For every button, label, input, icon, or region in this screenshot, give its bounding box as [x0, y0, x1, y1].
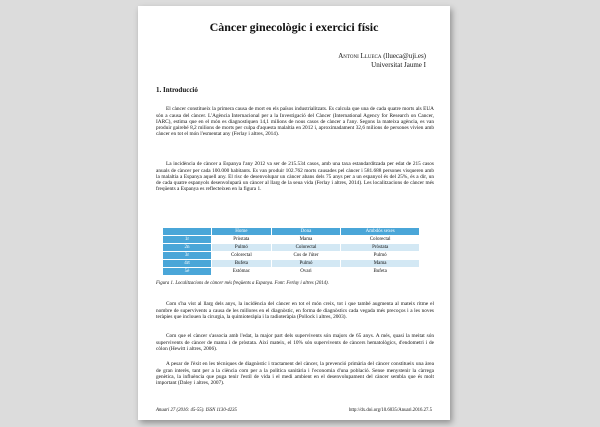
table-rank-cell: 2n: [163, 244, 212, 252]
author-block: [338, 52, 426, 70]
table-header-cell: Ambdós sexes: [341, 228, 420, 236]
cancer-locations-table: [162, 227, 420, 276]
table-row: [163, 236, 420, 244]
table-cell: Pulmó: [271, 260, 341, 268]
figure-caption: Figura 1. Localitzacions de càncer més freqüents a Espanya. Font: Ferlay i altres (2014).: [156, 281, 329, 286]
table-header-cell: Home: [212, 228, 272, 236]
paragraph-4: Com que el càncer s'associa amb l'edat, la major part dels supervivents són majors de 65 anys. A més, quasi la meitat són supervivents de càncer de mama i de pròstata. Així mateix, el 10% són supervivents de càncers hematològics, d'endometri i de còlon (Hewitt i altres, 2006).: [156, 333, 434, 352]
table-cell: Pròstata: [212, 236, 272, 244]
author-affiliation: Universitat Jaume I: [371, 61, 426, 69]
author-name-line: [338, 52, 426, 61]
table-row: [163, 252, 420, 260]
table-cell: Colorectal: [271, 244, 341, 252]
table-rank-cell: 3r: [163, 252, 212, 260]
table-cell: Estómac: [212, 268, 272, 276]
table-cell: Colorectal: [212, 252, 272, 260]
author-email: (llueca@uji.es): [383, 52, 426, 60]
table-cell: Pròstata: [341, 244, 420, 252]
article-title: Càncer ginecològic i exercici físic: [209, 20, 379, 34]
table-cell: Cos de l'úter: [271, 252, 341, 260]
table-header-cell: [163, 228, 212, 236]
page-footer: [156, 408, 432, 413]
table-row: [163, 260, 420, 268]
table-header-row: [163, 228, 420, 236]
table-cell: Ovari: [271, 268, 341, 276]
table-cell: Pulmó: [341, 252, 420, 260]
paragraph-2: La incidència de càncer a Espanya l'any 2012 va ser de 215.534 casos, amb una taxa estandarditzada per edat de 215 casos anuals de càncer per cada 100.000 habitants. Es van produir 102.762 morts causades pel càncer i 581.688 persones visqueren amb la malaltia a Espanya aquell any. El risc de desenvolupar un càncer abans dels 75 anys per a un espanyol és del 25%, és a dir, un de cada quatre espanyols desenvoluparà un càncer al llarg de la seua vida (Ferlay i altres, 2014). Les localitzacions de càncer més freqüents a Espanya es reflecteixen en la figura 1.: [156, 161, 434, 193]
table-header-cell: Dona: [271, 228, 341, 236]
table-cell: Colorectal: [341, 236, 420, 244]
table-rank-cell: 1r: [163, 236, 212, 244]
paragraph-3: Com s'ha vist al llarg dels anys, la incidència del càncer en tot el món creix, tot i que també augmenta al mateix ritme el nombre de supervivents a causa de les millores en el diagnòstic, en forma de diagnòstics cada vegada més precoços i a les noves teràpies que inclouen la cirurgia, la quimioteràpia i la radioteràpia (Pollock i altres, 2003).: [156, 301, 434, 320]
table-cell: Bufeta: [341, 268, 420, 276]
doi-link[interactable]: http://dx.doi.org/10.6035/Anuari.2016.27.5: [348, 408, 432, 413]
table-row: [163, 268, 420, 276]
table-cell: Mama: [271, 236, 341, 244]
table-cell: Bufeta: [212, 260, 272, 268]
journal-citation: Anuari 27 (2016: 45-55). ISSN 1130-4235: [156, 408, 237, 413]
table-rank-cell: 4rt: [163, 260, 212, 268]
table-cell: Pulmó: [212, 244, 272, 252]
author-name: Antoni Llueca: [338, 52, 382, 60]
table-rank-cell: 5è: [163, 268, 212, 276]
table-row: [163, 244, 420, 252]
paragraph-5: A pesar de l'èxit en les tècniques de diagnòstic i tractament del càncer, la prevenció primària del càncer constitueix una àrea de gran interès, tant per a la ciència com per a la política sanitària i l'economia d'una població. Sense menystenir la càrrega genètica, la influència que puga tenir l'estil de vida i el medi ambient en el desenvolupament del càncer sembla que és molt important (Daley i altres, 2007).: [156, 361, 434, 386]
table-cell: Mama: [341, 260, 420, 268]
document-page: [138, 6, 450, 420]
paragraph-1: El càncer constitueix la primera causa de mort en els països industrialitzats. Es calcula que una de cada quatre morts als EUA són a causa del càncer. L'Agència Internacional per a la Investigació del Càncer (International Agency for Research on Cancer, IARC), estima que en el món es diagnostiquen 14,1 milions de nous casos de càncer a l'any. Segons la mateixa agència, es van produir gairebé 8,2 milions de morts per culpa d'aquesta malaltia en 2012 i, aproximadament 32,6 milions de persones vivien amb càncer en tot el món l'esmentat any (Ferlay i altres, 2014).: [156, 106, 434, 138]
section-heading: 1. Introducció: [156, 86, 198, 94]
